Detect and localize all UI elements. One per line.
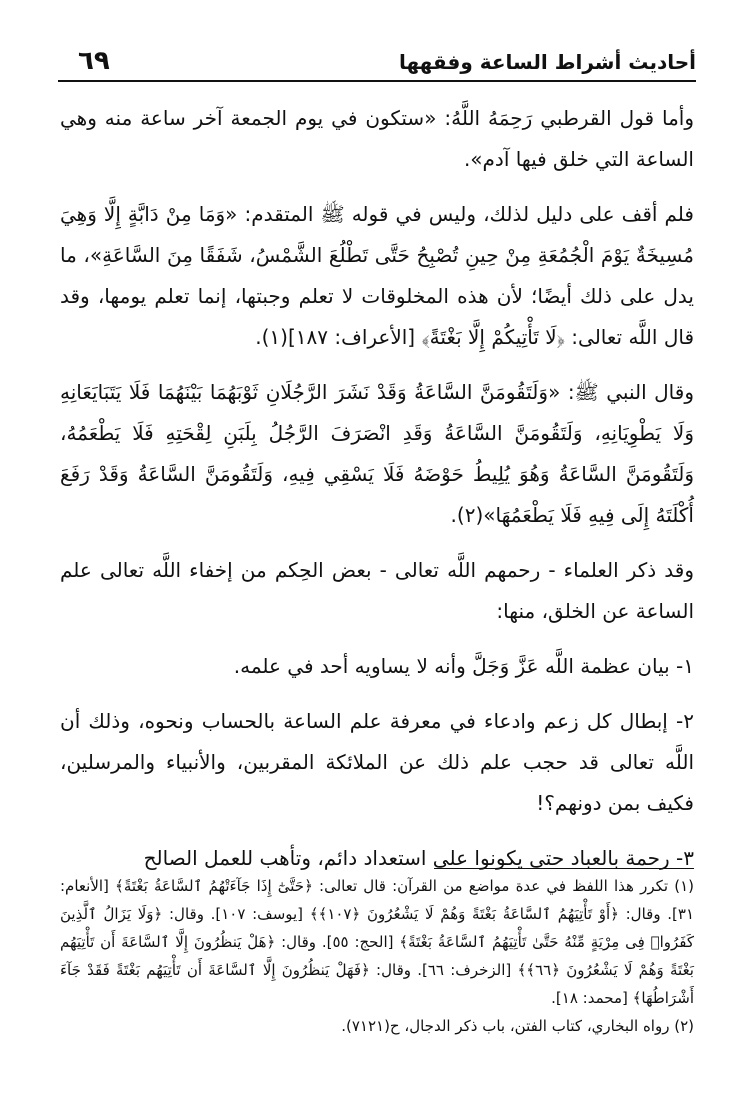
list-item-1: ١- بيان عظمة اللَّه عَزَّ وَجَلَّ وأنه لا يساويه أحد في علمه. — [233, 654, 694, 678]
footnote-divider — [434, 868, 694, 869]
page-header — [58, 40, 696, 82]
paragraph-hadith: وقال النبي ﷺ: «وَلَتَقُومَنَّ السَّاعَةُ وَقَدْ نَشَرَ الرَّجُلَانِ ثَوْبَهُمَا بَيْنَهُمَا فَلَا يَتَبَايَعَانِهِ وَلَا يَطْوِيَانِهِ، وَلَتَقُومَنَّ السَّاعَةُ وَقَدِ انْصَرَفَ الرَّجُلُ بِلَبَنِ لِقْحَتِهِ فَلَا يَطْعَمُهُ، وَلَتَقُومَنَّ السَّاعَةُ وَهُوَ يُلِيطُ حَوْضَهُ فَلَا يَسْقِي فِيهِ، وَلَتَقُومَنَّ السَّاعَةُ وَقَدْ رَفَعَ أُكْلَتَهُ إِلَى فِيهِ فَلَا يَطْعَمُهَا»(٢). — [60, 380, 694, 527]
paragraph-qurtubi: وأما قول القرطبي رَحِمَهُ اللَّهُ: «ستكون في يوم الجمعة آخر ساعة منه وهي الساعة التي خلق فيها آدم». — [60, 106, 694, 171]
footnote-2: (٢) رواه البخاري، كتاب الفتن، باب ذكر الدجال، ح(٧١٢١). — [341, 1017, 694, 1035]
paragraph-wisdoms-intro: وقد ذكر العلماء - رحمهم اللَّه تعالى - بعض الحِكم من إخفاء اللَّه تعالى علم الساعة عن الخلق، منها: — [60, 558, 694, 623]
main-text — [60, 98, 694, 893]
paragraph-no-evidence: فلم أقف على دليل لذلك، وليس في قوله ﷺ المتقدم: «وَمَا مِنْ دَابَّةٍ إِلَّا وَهِيَ مُسِيخَةٌ يَوْمَ الْجُمُعَةِ مِنْ حِينِ تُصْبِحُ حَتَّى تَطْلُعَ الشَّمْسُ، شَفَقًا مِنَ السَّاعَةِ»، ما يدل على ذلك أيضًا؛ لأن هذه المخلوقات لا تعلم وجبتها، إنما تعلم يومها، وقد قال اللَّه تعالى: ﴿لَا تَأْتِيكُمْ إِلَّا بَغْتَةً﴾ [الأعراف: ١٨٧](١). — [60, 202, 694, 349]
footnotes — [60, 872, 694, 1040]
page-number: ٦٩ — [78, 46, 110, 76]
list-item-3: ٣- رحمة بالعباد حتى يكونوا على استعداد دائم، وتأهب للعمل الصالح — [143, 846, 694, 870]
list-item-2: ٢- إبطال كل زعم وادعاء في معرفة علم الساعة بالحساب ونحوه، وذلك أن اللَّه تعالى قد حجب علم ذلك عن الملائكة المقربين، والأنبياء والمرسلين، فكيف بمن دونهم؟! — [60, 709, 694, 815]
footnote-1: (١) تكرر هذا اللفظ في عدة مواضع من القرآن: قال تعالى: ﴿حَتَّىٰٓ إِذَا جَآءَتْهُمُ ٱلسَّاعَةُ بَغْتَةً﴾ [الأنعام: ٣١]. وقال: ﴿أَوْ تَأْتِيَهُمُ ٱلسَّاعَةُ بَغْتَةً وَهُمْ لَا يَشْعُرُونَ ﴿١٠٧﴾﴾ [يوسف: ١٠٧]. وقال: ﴿وَلَا يَزَالُ ٱلَّذِينَ كَفَرُوا۟ فِى مِرْيَةٍ مِّنْهُ حَتَّىٰ تَأْتِيَهُمُ ٱلسَّاعَةُ بَغْتَةً﴾ [الحج: ٥٥]. وقال: ﴿هَلْ يَنظُرُونَ إِلَّا ٱلسَّاعَةَ أَن تَأْتِيَهُم بَغْتَةً وَهُمْ لَا يَشْعُرُونَ ﴿٦٦﴾﴾ [الزخرف: ٦٦]. وقال: ﴿فَهَلْ يَنظُرُونَ إِلَّا ٱلسَّاعَةَ أَن تَأْتِيَهُم بَغْتَةً فَقَدْ جَآءَ أَشْرَاطُهَا﴾ [محمد: ١٨]. — [60, 877, 695, 1007]
running-title: أحاديث أشراط الساعة وفقهها — [398, 50, 696, 74]
